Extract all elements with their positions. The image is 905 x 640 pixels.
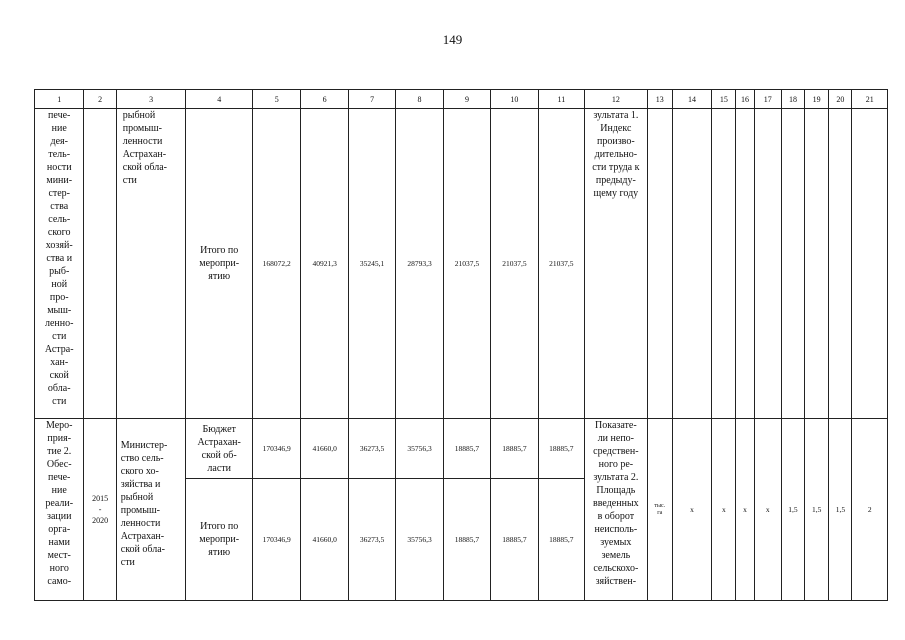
- indicator-cell: Показате- ли непо- средствен- ного ре- зультата 2. Площадь введенных в оборот неисполь- зуемых земель сельскохо- зяйствен-: [585, 419, 648, 601]
- header-cell: 15: [712, 90, 736, 109]
- value-cell: 41660,0: [301, 419, 348, 479]
- header-cell: 3: [116, 90, 186, 109]
- header-cell: 6: [301, 90, 348, 109]
- value-cell: 21037,5: [491, 109, 538, 419]
- unit-cell: тыс. га: [647, 419, 672, 601]
- header-cell: 19: [805, 90, 829, 109]
- target-cell: [712, 109, 736, 419]
- value-cell: 21037,5: [443, 109, 490, 419]
- target-cell: х: [754, 419, 781, 601]
- value-cell: 18885,7: [443, 479, 490, 601]
- target-cell: [736, 109, 754, 419]
- header-cell: 12: [585, 90, 648, 109]
- header-cell: 14: [672, 90, 711, 109]
- header-cell: 1: [35, 90, 84, 109]
- target-cell: 2: [852, 419, 888, 601]
- value-cell: 170346,9: [253, 479, 301, 601]
- value-cell: 21037,5: [538, 109, 584, 419]
- header-cell: 11: [538, 90, 584, 109]
- value-cell: 170346,9: [253, 419, 301, 479]
- funding-source-cell: Итого по меропри- ятию: [186, 109, 253, 419]
- target-cell: [805, 109, 829, 419]
- header-cell: 8: [396, 90, 443, 109]
- value-cell: 35756,3: [396, 479, 443, 601]
- target-cell: [852, 109, 888, 419]
- value-cell: 35756,3: [396, 419, 443, 479]
- target-cell: х: [736, 419, 754, 601]
- target-cell: [754, 109, 781, 419]
- value-cell: 18885,7: [491, 419, 538, 479]
- target-cell: [829, 109, 852, 419]
- value-cell: 18885,7: [538, 419, 584, 479]
- unit-cell: [647, 109, 672, 419]
- value-cell: 28793,3: [396, 109, 443, 419]
- header-cell: 4: [186, 90, 253, 109]
- target-cell: х: [672, 419, 711, 601]
- funding-source-cell: Итого по меропри- ятию: [186, 479, 253, 601]
- header-cell: 10: [491, 90, 538, 109]
- measure-name-cell: печe- ние дея- тель- ности мини- стер- ства сель- ского хозяй- ства и рыб- ной про- мыш- ленно- сти Астра- хан- ской обла- сти: [35, 109, 84, 419]
- program-table: [34, 89, 888, 601]
- target-cell: [672, 109, 711, 419]
- funding-source-cell: Бюджет Астрахан- ской об- ласти: [186, 419, 253, 479]
- value-cell: 36273,5: [348, 419, 395, 479]
- value-cell: 18885,7: [491, 479, 538, 601]
- target-cell: 1,5: [805, 419, 829, 601]
- header-cell: 9: [443, 90, 490, 109]
- table-row: [35, 109, 888, 419]
- target-cell: х: [712, 419, 736, 601]
- header-cell: 2: [84, 90, 116, 109]
- page-number: 149: [442, 32, 463, 47]
- indicator-cell: зультата 1. Индекс произво- дительно- сти труда к предыду- щему году: [585, 109, 648, 419]
- header-cell: 17: [754, 90, 781, 109]
- header-cell: 16: [736, 90, 754, 109]
- header-cell: 13: [647, 90, 672, 109]
- value-cell: 40921,3: [301, 109, 348, 419]
- header-cell: 20: [829, 90, 852, 109]
- period-cell: 2015 - 2020: [84, 419, 116, 601]
- value-cell: 35245,1: [348, 109, 395, 419]
- header-row: [35, 90, 888, 109]
- period-cell: [84, 109, 116, 419]
- target-cell: 1,5: [829, 419, 852, 601]
- header-cell: 21: [852, 90, 888, 109]
- table-row: [35, 419, 888, 479]
- executor-cell: рыбной промыш- ленности Астрахан- ской обла- сти: [116, 109, 186, 419]
- value-cell: 18885,7: [538, 479, 584, 601]
- value-cell: 41660,0: [301, 479, 348, 601]
- target-cell: [781, 109, 804, 419]
- header-cell: 7: [348, 90, 395, 109]
- target-cell: 1,5: [781, 419, 804, 601]
- measure-name-cell: Меро- прия- тие 2. Обес- пече- ние реали- зации орга- нами мест- ного само-: [35, 419, 84, 601]
- value-cell: 18885,7: [443, 419, 490, 479]
- executor-cell: Министер- ство сель- ского хо- зяйства и рыбной промыш- ленности Астрахан- ской обла- сти: [116, 419, 186, 601]
- header-cell: 18: [781, 90, 804, 109]
- header-cell: 5: [253, 90, 301, 109]
- value-cell: 36273,5: [348, 479, 395, 601]
- value-cell: 168072,2: [253, 109, 301, 419]
